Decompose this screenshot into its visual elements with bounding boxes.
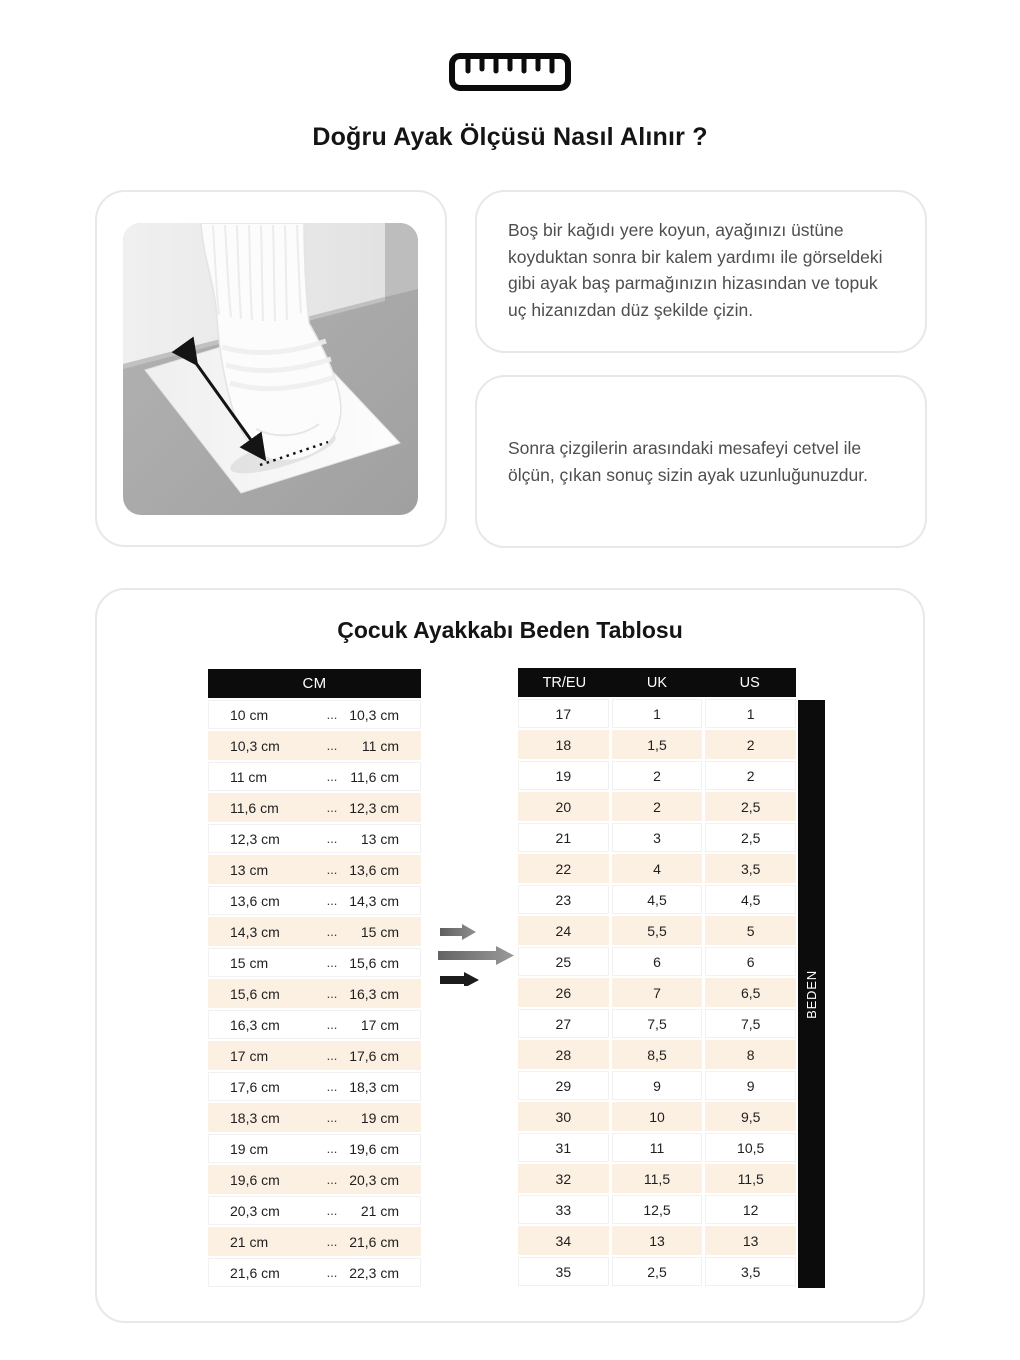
uk-size-value: 12,5 <box>612 1195 703 1224</box>
cm-range-row <box>208 1072 421 1101</box>
uk-size-value: 10 <box>612 1102 703 1131</box>
cm-range-row <box>208 886 421 915</box>
range-separator: ... <box>326 1141 338 1156</box>
col-header-tr-eu: TR/EU <box>542 674 587 691</box>
ruler-icon <box>0 52 1020 92</box>
range-separator: ... <box>326 1234 338 1249</box>
range-separator: ... <box>326 955 338 970</box>
cm-max-value: 15 cm <box>360 923 399 940</box>
us-size-value: 11,5 <box>705 1164 796 1193</box>
us-size-value: 8 <box>705 1040 796 1069</box>
cm-range-row <box>208 1258 421 1287</box>
cm-max-value: 18,3 cm <box>349 1078 399 1095</box>
uk-size-value: 1 <box>612 699 703 728</box>
instruction-step1-text: Boş bir kağıdı yere koyun, ayağınızı üstüne koyduktan sonra bir kalem yardımı ile görseldeki gibi ayak baş parmağınızın hizasından ve topuk uç hizanızdan düz şekilde çizin. <box>508 220 883 320</box>
cm-range-row <box>208 1227 421 1256</box>
cm-max-value: 19 cm <box>360 1109 399 1126</box>
cm-max-value: 21 cm <box>360 1202 399 1219</box>
cm-min-value: 13 cm <box>230 861 269 878</box>
tr-eu-size-value: 17 <box>518 699 609 728</box>
cm-max-value: 13,6 cm <box>349 861 399 878</box>
size-row <box>518 947 796 976</box>
cm-min-value: 11 cm <box>230 768 268 785</box>
cm-column-header: CM <box>208 669 421 698</box>
cm-min-value: 20,3 cm <box>230 1202 280 1219</box>
cm-range-row <box>208 855 421 884</box>
cm-min-value: 19,6 cm <box>230 1171 280 1188</box>
range-separator: ... <box>326 800 338 815</box>
cm-min-value: 19 cm <box>230 1140 269 1157</box>
us-size-value: 2,5 <box>705 792 796 821</box>
cm-max-value: 10,3 cm <box>349 706 399 723</box>
cm-max-value: 16,3 cm <box>349 985 399 1002</box>
cm-max-value: 21,6 cm <box>349 1233 399 1250</box>
range-separator: ... <box>326 831 338 846</box>
size-row <box>518 885 796 914</box>
size-column-headers <box>518 668 796 697</box>
tr-eu-size-value: 21 <box>518 823 609 852</box>
uk-size-value: 7,5 <box>612 1009 703 1038</box>
cm-range-row <box>208 1103 421 1132</box>
uk-size-value: 2,5 <box>612 1257 703 1286</box>
tr-eu-size-value: 25 <box>518 947 609 976</box>
cm-max-value: 20,3 cm <box>349 1171 399 1188</box>
us-size-value: 5 <box>705 916 796 945</box>
cm-max-value: 17 cm <box>360 1016 399 1033</box>
us-size-value: 10,5 <box>705 1133 796 1162</box>
foot-measurement-photo <box>123 223 418 515</box>
size-row <box>518 916 796 945</box>
uk-size-value: 7 <box>612 978 703 1007</box>
range-separator: ... <box>326 1079 338 1094</box>
uk-size-value: 11 <box>612 1133 703 1162</box>
cm-min-value: 18,3 cm <box>230 1109 280 1126</box>
us-size-value: 12 <box>705 1195 796 1224</box>
range-separator: ... <box>326 1048 338 1063</box>
tr-eu-size-value: 18 <box>518 730 609 759</box>
us-size-value: 2 <box>705 730 796 759</box>
tr-eu-size-value: 33 <box>518 1195 609 1224</box>
cm-range-row <box>208 1165 421 1194</box>
cm-range-row <box>208 917 421 946</box>
size-row <box>518 1164 796 1193</box>
size-table-title: Çocuk Ayakkabı Beden Tablosu <box>337 617 683 643</box>
cm-min-value: 17,6 cm <box>230 1078 280 1095</box>
instruction-step2-card <box>475 375 927 548</box>
cm-range-table <box>208 669 421 1289</box>
cm-range-row <box>208 948 421 977</box>
tr-eu-size-value: 31 <box>518 1133 609 1162</box>
size-row <box>518 761 796 790</box>
us-size-value: 7,5 <box>705 1009 796 1038</box>
range-separator: ... <box>326 707 338 722</box>
eu-uk-us-table <box>518 668 796 1288</box>
us-size-value: 3,5 <box>705 1257 796 1286</box>
range-separator: ... <box>326 862 338 877</box>
size-row <box>518 1009 796 1038</box>
range-separator: ... <box>326 893 338 908</box>
tr-eu-size-value: 26 <box>518 978 609 1007</box>
tr-eu-size-value: 23 <box>518 885 609 914</box>
us-size-value: 13 <box>705 1226 796 1255</box>
size-row <box>518 1195 796 1224</box>
uk-size-value: 2 <box>612 792 703 821</box>
cm-min-value: 13,6 cm <box>230 892 280 909</box>
size-row <box>518 1102 796 1131</box>
cm-max-value: 11 cm <box>361 737 399 754</box>
cm-rows-container <box>208 700 421 1287</box>
tr-eu-size-value: 29 <box>518 1071 609 1100</box>
uk-size-value: 5,5 <box>612 916 703 945</box>
range-separator: ... <box>326 1265 338 1280</box>
us-size-value: 9,5 <box>705 1102 796 1131</box>
uk-size-value: 3 <box>612 823 703 852</box>
cm-max-value: 11,6 cm <box>350 768 399 785</box>
cm-min-value: 15 cm <box>230 954 269 971</box>
tr-eu-size-value: 35 <box>518 1257 609 1286</box>
size-row <box>518 699 796 728</box>
uk-size-value: 9 <box>612 1071 703 1100</box>
uk-size-value: 2 <box>612 761 703 790</box>
tr-eu-size-value: 24 <box>518 916 609 945</box>
cm-range-row <box>208 793 421 822</box>
convert-arrows-icon <box>438 924 516 991</box>
size-row <box>518 854 796 883</box>
page-title: Doğru Ayak Ölçüsü Nasıl Alınır ? <box>312 123 708 151</box>
cm-min-value: 21,6 cm <box>230 1264 280 1281</box>
uk-size-value: 6 <box>612 947 703 976</box>
cm-max-value: 15,6 cm <box>349 954 399 971</box>
cm-min-value: 11,6 cm <box>230 799 279 816</box>
uk-size-value: 8,5 <box>612 1040 703 1069</box>
cm-max-value: 13 cm <box>360 830 399 847</box>
size-row <box>518 823 796 852</box>
cm-max-value: 17,6 cm <box>349 1047 399 1064</box>
us-size-value: 2 <box>705 761 796 790</box>
foot-photo-card <box>95 190 447 547</box>
cm-range-row <box>208 762 421 791</box>
us-size-value: 3,5 <box>705 854 796 883</box>
tr-eu-size-value: 34 <box>518 1226 609 1255</box>
us-size-value: 6,5 <box>705 978 796 1007</box>
cm-min-value: 10,3 cm <box>230 737 280 754</box>
us-size-value: 1 <box>705 699 796 728</box>
us-size-value: 6 <box>705 947 796 976</box>
cm-range-row <box>208 700 421 729</box>
us-size-value: 9 <box>705 1071 796 1100</box>
tr-eu-size-value: 32 <box>518 1164 609 1193</box>
cm-max-value: 22,3 cm <box>349 1264 399 1281</box>
cm-max-value: 14,3 cm <box>349 892 399 909</box>
instruction-step2-text: Sonra çizgilerin arasındaki mesafeyi cetvel ile ölçün, çıkan sonuç sizin ayak uzunluğunuzdur. <box>508 437 868 485</box>
cm-min-value: 15,6 cm <box>230 985 280 1002</box>
tr-eu-size-value: 19 <box>518 761 609 790</box>
cm-min-value: 10 cm <box>230 706 269 723</box>
size-rows-container <box>518 699 796 1286</box>
cm-range-row <box>208 979 421 1008</box>
size-row <box>518 792 796 821</box>
tr-eu-size-value: 22 <box>518 854 609 883</box>
cm-range-row <box>208 1134 421 1163</box>
size-row <box>518 1133 796 1162</box>
size-row <box>518 1040 796 1069</box>
cm-range-row <box>208 1041 421 1070</box>
cm-min-value: 17 cm <box>230 1047 269 1064</box>
range-separator: ... <box>326 738 338 753</box>
instruction-step1-card <box>475 190 927 353</box>
tr-eu-size-value: 28 <box>518 1040 609 1069</box>
cm-range-row <box>208 824 421 853</box>
us-size-value: 2,5 <box>705 823 796 852</box>
cm-min-value: 21 cm <box>230 1233 269 1250</box>
col-header-uk: UK <box>646 674 668 691</box>
tr-eu-size-value: 27 <box>518 1009 609 1038</box>
tr-eu-size-value: 30 <box>518 1102 609 1131</box>
uk-size-value: 4,5 <box>612 885 703 914</box>
us-size-value: 4,5 <box>705 885 796 914</box>
cm-range-row <box>208 731 421 760</box>
range-separator: ... <box>326 769 338 784</box>
range-separator: ... <box>326 1110 338 1125</box>
tr-eu-size-value: 20 <box>518 792 609 821</box>
range-separator: ... <box>326 1203 338 1218</box>
cm-min-value: 14,3 cm <box>230 923 280 940</box>
uk-size-value: 13 <box>612 1226 703 1255</box>
uk-size-value: 1,5 <box>612 730 703 759</box>
range-separator: ... <box>326 1017 338 1032</box>
cm-max-value: 19,6 cm <box>349 1140 399 1157</box>
uk-size-value: 4 <box>612 854 703 883</box>
cm-min-value: 16,3 cm <box>230 1016 280 1033</box>
cm-min-value: 12,3 cm <box>230 830 280 847</box>
size-table-card <box>95 588 925 1323</box>
size-row <box>518 730 796 759</box>
size-row <box>518 978 796 1007</box>
cm-range-row <box>208 1196 421 1225</box>
range-separator: ... <box>326 924 338 939</box>
cm-max-value: 12,3 cm <box>349 799 399 816</box>
col-header-us: US <box>739 674 760 691</box>
beden-side-label: BEDEN <box>804 969 820 1019</box>
size-row <box>518 1257 796 1286</box>
range-separator: ... <box>326 986 338 1001</box>
beden-side-bar <box>798 700 825 1288</box>
uk-size-value: 11,5 <box>612 1164 703 1193</box>
range-separator: ... <box>326 1172 338 1187</box>
size-row <box>518 1226 796 1255</box>
size-row <box>518 1071 796 1100</box>
cm-range-row <box>208 1010 421 1039</box>
